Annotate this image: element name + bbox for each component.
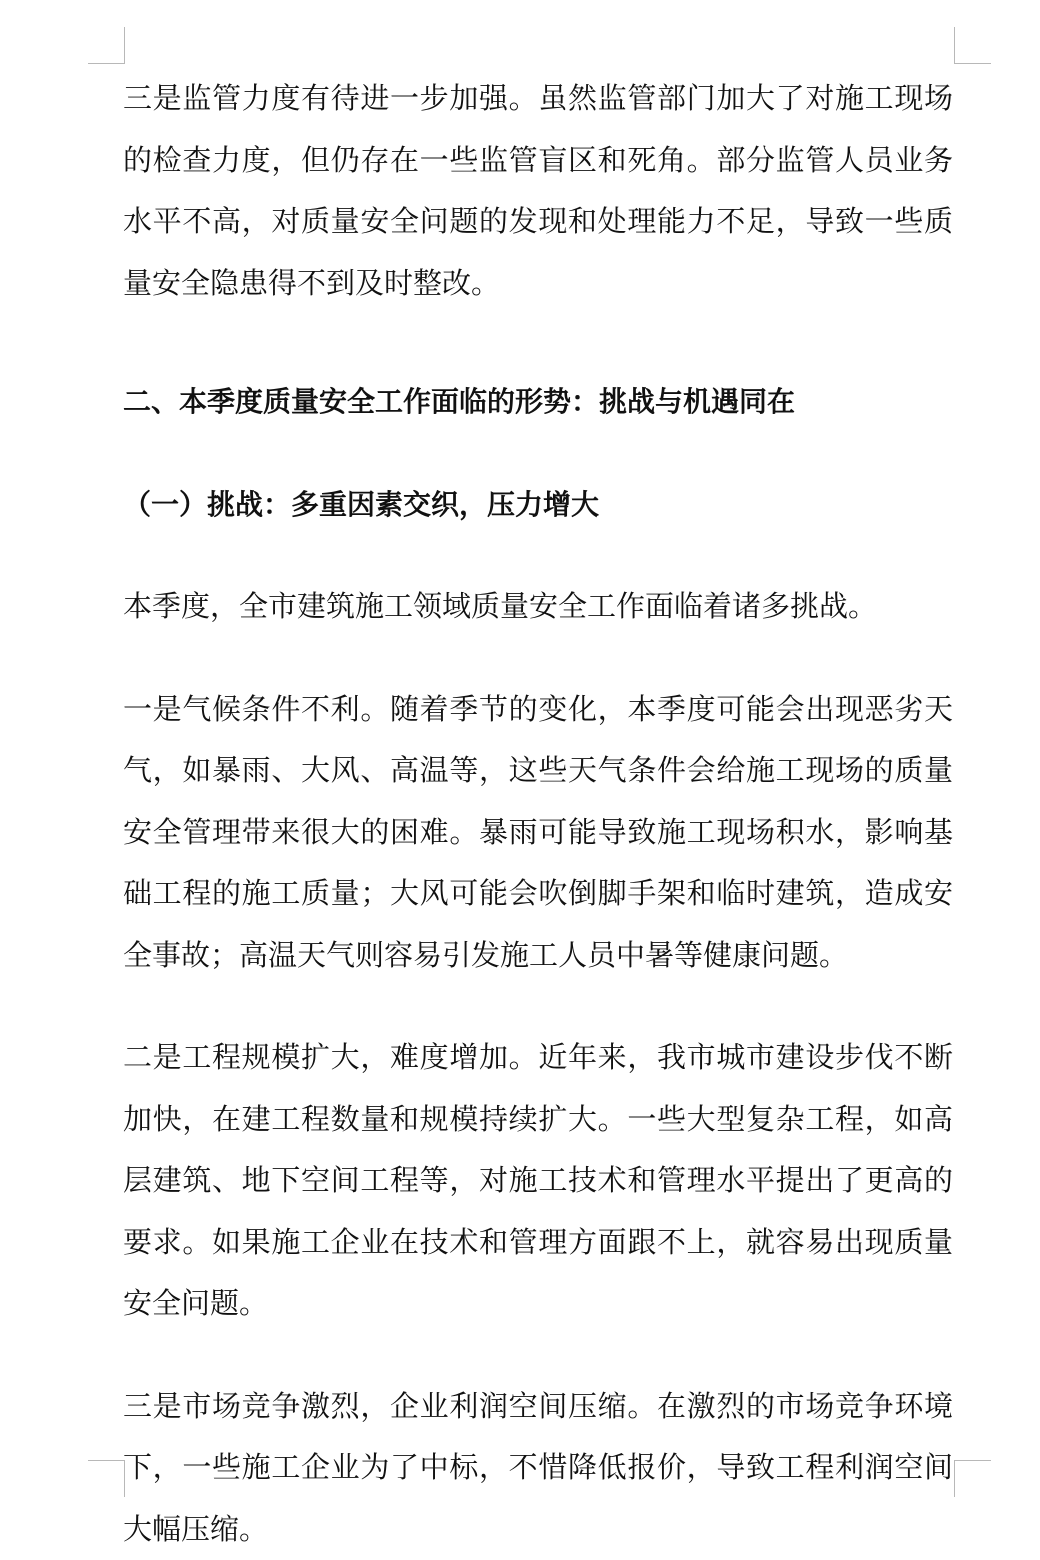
page-corner-mark-bottom-left [88, 1460, 125, 1497]
document-body [123, 68, 953, 1560]
paragraph-supervision: 三是监管力度有待进一步加强。虽然监管部门加大了对施工现场的检查力度，但仍存在一些监管盲区和死角。部分监管人员业务水平不高，对质量安全问题的发现和处理能力不足，导致一些质量安全隐患得不到及时整改。 [123, 68, 953, 314]
page-corner-mark-top-left [88, 27, 125, 64]
paragraph-intro: 本季度，全市建筑施工领域质量安全工作面临着诸多挑战。 [123, 576, 953, 638]
paragraph-challenge-climate: 一是气候条件不利。随着季节的变化，本季度可能会出现恶劣天气，如暴雨、大风、高温等，这些天气条件会给施工现场的质量安全管理带来很大的困难。暴雨可能导致施工现场积水，影响基础工程的施工质量；大风可能会吹倒脚手架和临时建筑，造成安全事故；高温天气则容易引发施工人员中暑等健康问题。 [123, 679, 953, 987]
page-corner-mark-bottom-right [954, 1460, 991, 1497]
subsection-heading: （一）挑战：多重因素交织，压力增大 [123, 474, 953, 536]
page-corner-mark-top-right [954, 27, 991, 64]
paragraph-challenge-scale: 二是工程规模扩大，难度增加。近年来，我市城市建设步伐不断加快，在建工程数量和规模持续扩大。一些大型复杂工程，如高层建筑、地下空间工程等，对施工技术和管理水平提出了更高的要求。如果施工企业在技术和管理方面跟不上，就容易出现质量安全问题。 [123, 1027, 953, 1335]
section-heading: 二、本季度质量安全工作面临的形势：挑战与机遇同在 [123, 371, 953, 433]
paragraph-challenge-competition: 三是市场竞争激烈，企业利润空间压缩。在激烈的市场竞争环境下，一些施工企业为了中标，不惜降低报价，导致工程利润空间大幅压缩。 [123, 1376, 953, 1560]
